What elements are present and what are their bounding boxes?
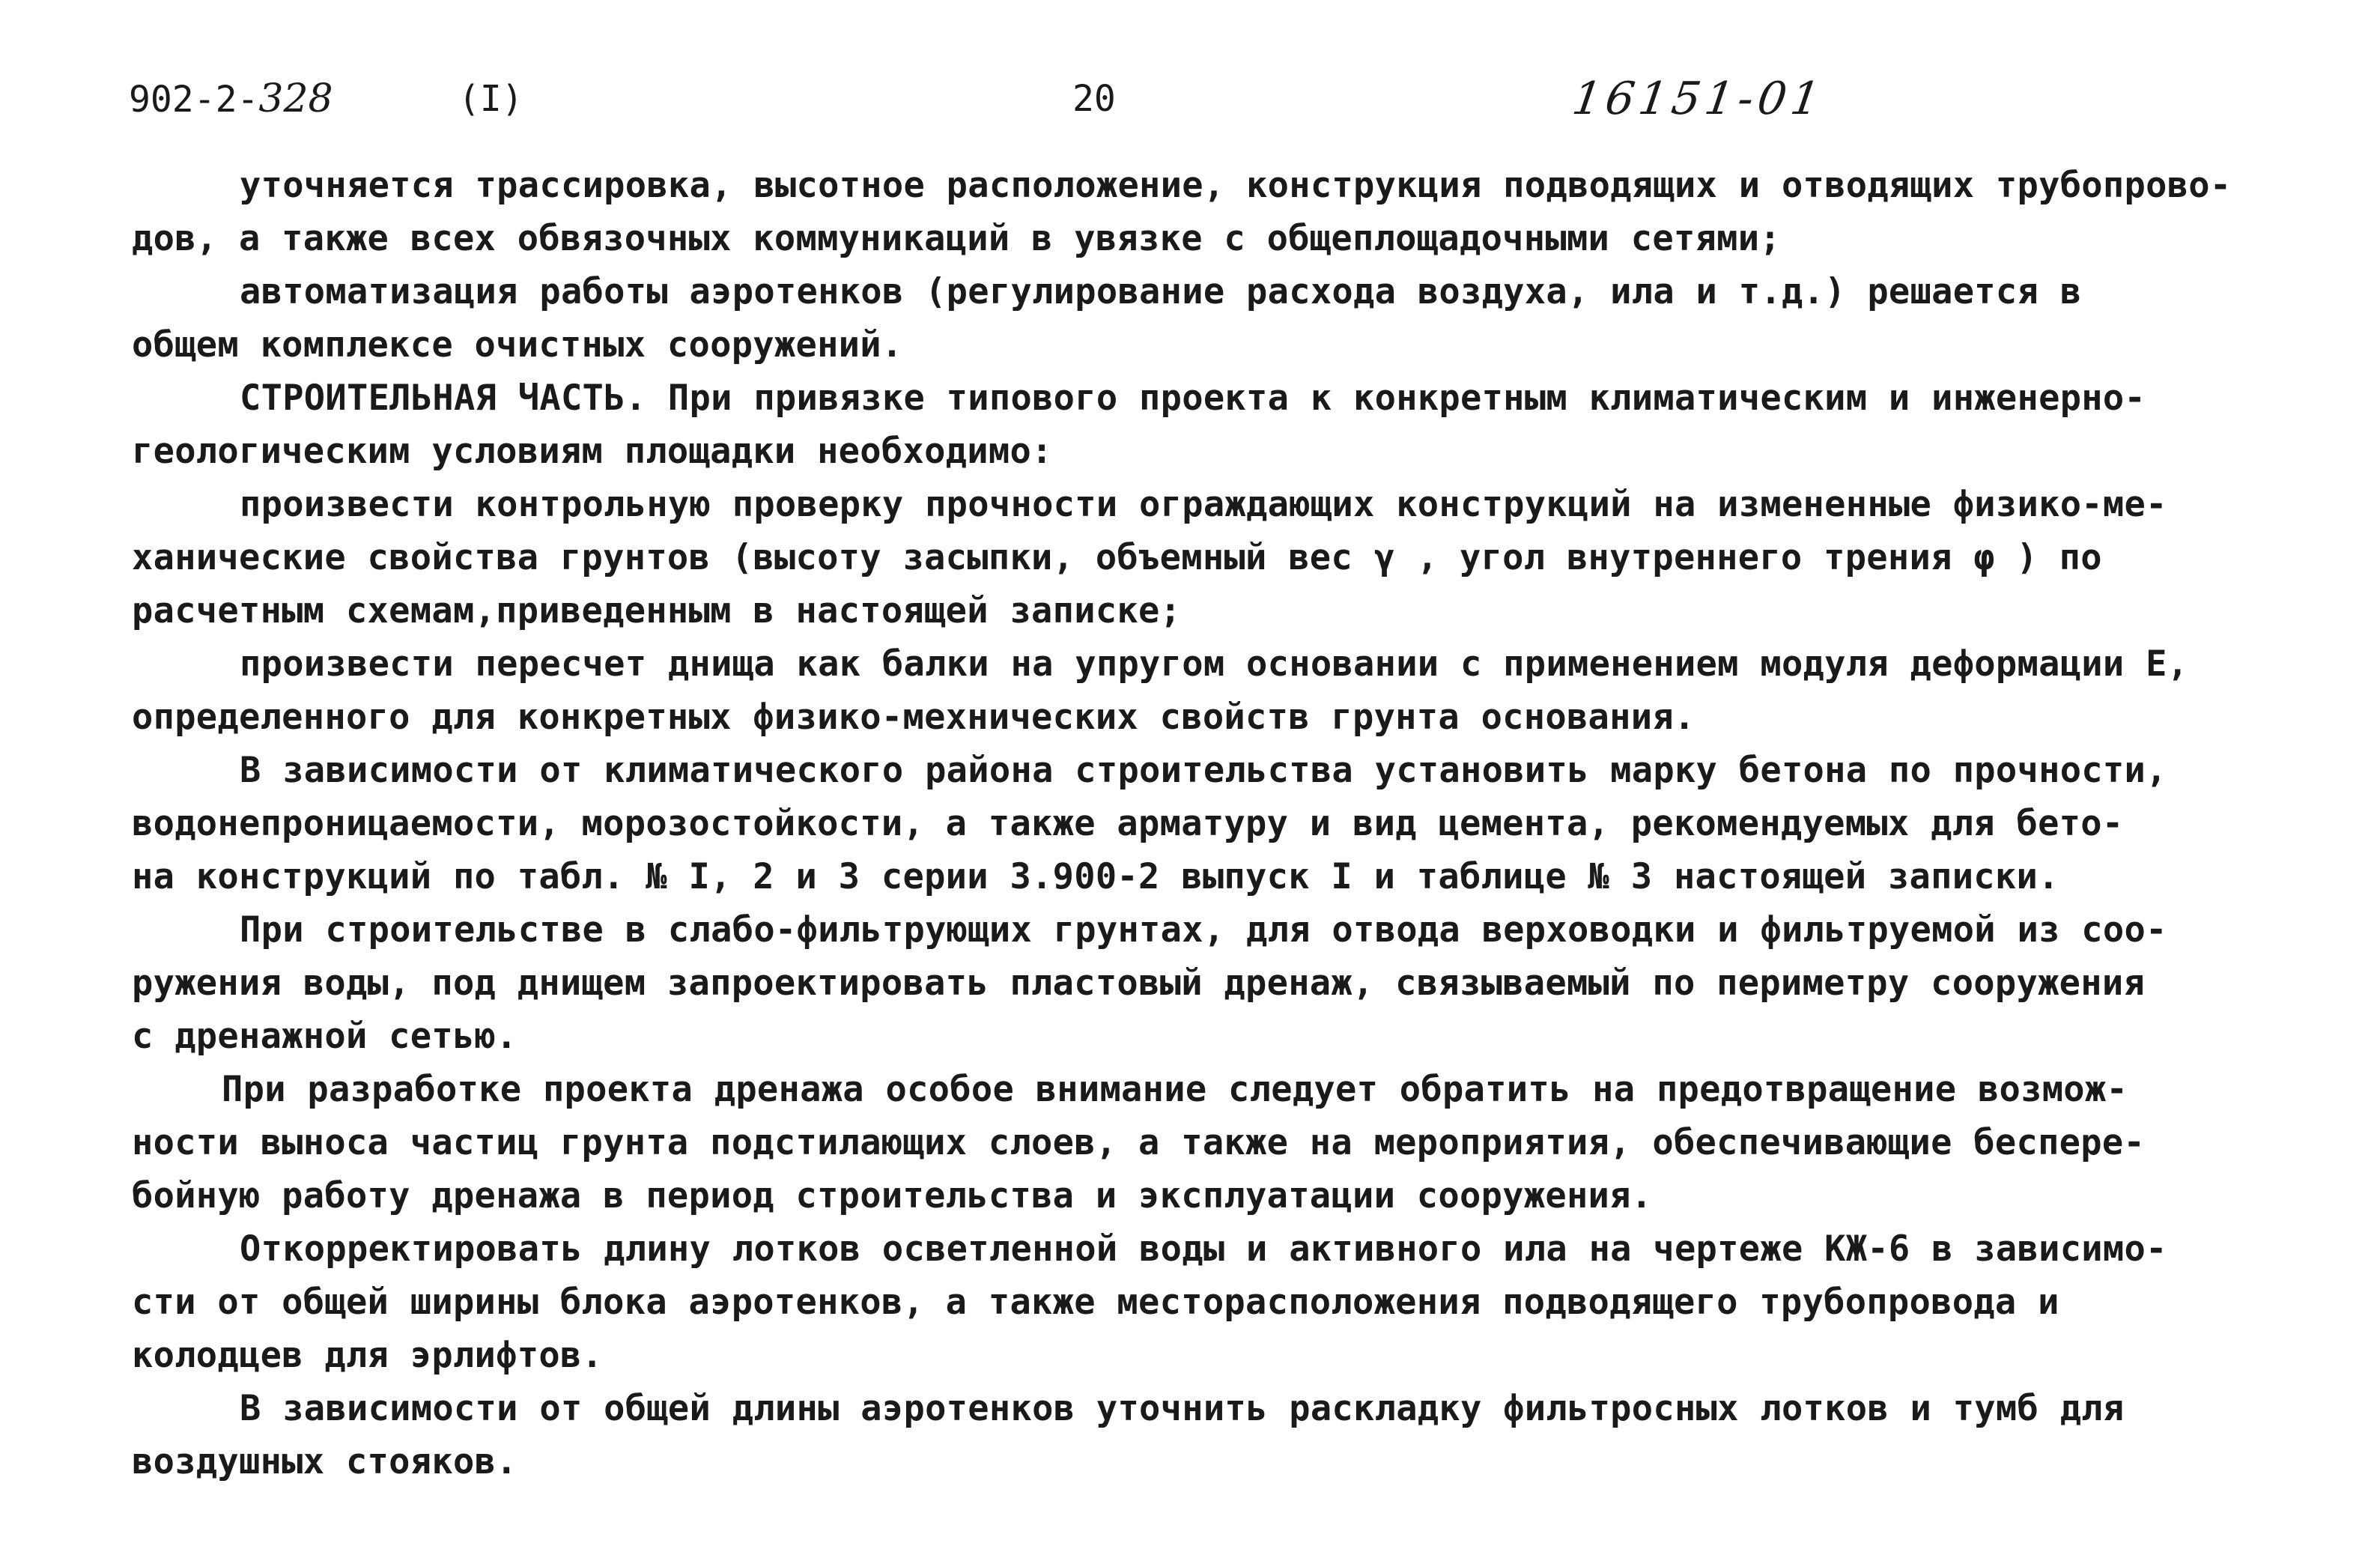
text-line: произвести контрольную проверку прочности ограждающих конструкций на измененные физико-ме- <box>240 484 2167 525</box>
document-body <box>132 159 2266 1488</box>
text-line: В зависимости от климатического района строительства установить марку бетона по прочности, <box>240 750 2167 791</box>
text-line: расчетным схемам,приведенным в настоящей записке; <box>132 590 1182 631</box>
text-line: ности выноса частиц грунта подстилающих слоев, а также на мероприятия, обеспечивающие беспере- <box>132 1122 2146 1163</box>
series-prefix: 902-2- <box>129 79 259 121</box>
series-number-handwritten: 328 <box>258 76 333 121</box>
text-line: геологическим условиям площадки необходимо: <box>132 431 1053 472</box>
series-number <box>129 69 333 130</box>
text-line: воздушных стояков. <box>132 1441 517 1482</box>
text-line: произвести пересчет днища как балки на упругом основании с применением модуля деформации E, <box>240 643 2189 685</box>
part-number: (I) <box>458 78 523 120</box>
page-header <box>0 69 2380 129</box>
text-line: водонепроницаемости, морозостойкости, а также арматуру и вид цемента, рекомендуемых для бето- <box>132 803 2124 844</box>
page-number: 20 <box>1072 78 1116 120</box>
text-line: ружения воды, под днищем запроектировать пластовый дренаж, связываемый по периметру сооружения <box>132 963 2146 1004</box>
text-line: определенного для конкретных физико-мехнических свойств грунта основания. <box>132 697 1696 738</box>
text-line: СТРОИТЕЛЬНАЯ ЧАСТЬ. При привязке типового проекта к конкретным климатическим и инженерно- <box>240 378 2146 419</box>
text-line: сти от общей ширины блока аэротенков, а также месторасположения подводящего трубопровода и <box>132 1282 2059 1323</box>
text-line: В зависимости от общей длины аэротенков уточнить раскладку фильтросных лотков и тумб для <box>240 1388 2125 1429</box>
text-line: Откорректировать длину лотков осветленной воды и активного ила на чертеже КЖ-6 в зависимо- <box>240 1228 2167 1270</box>
text-line: уточняется трассировка, высотное расположение, конструкция подводящих и отводящих трубопрово- <box>240 165 2232 206</box>
text-line: колодцев для эрлифтов. <box>132 1335 604 1376</box>
text-line: автоматизация работы аэротенков (регулирование расхода воздуха, ила и т.д.) решается в <box>240 271 2082 312</box>
text-line: общем комплексе очистных сооружений. <box>132 324 903 366</box>
text-line: бойную работу дренажа в период строительства и эксплуатации сооружения. <box>132 1175 1653 1216</box>
document-code-handwritten: 16151-01 <box>1569 73 1828 125</box>
text-line: При строительстве в слабо-фильтрующих грунтах, для отвода верховодки и фильтруемой из соо- <box>240 909 2167 951</box>
text-line: на конструкций по табл. № I, 2 и 3 серии 3.900-2 выпуск I и таблице № 3 настоящей записки. <box>132 856 2059 897</box>
text-line: При разработке проекта дренажа особое внимание следует обратить на предотвращение возмож- <box>222 1069 2128 1110</box>
text-line: ханические свойства грунтов (высоту засыпки, объемный вес γ , угол внутреннего трения φ ) по <box>132 537 2102 578</box>
text-line: с дренажной сетью. <box>132 1016 517 1057</box>
text-line: дов, а также всех обвязочных коммуникаций в увязке с общеплощадочными сетями; <box>132 218 1781 259</box>
